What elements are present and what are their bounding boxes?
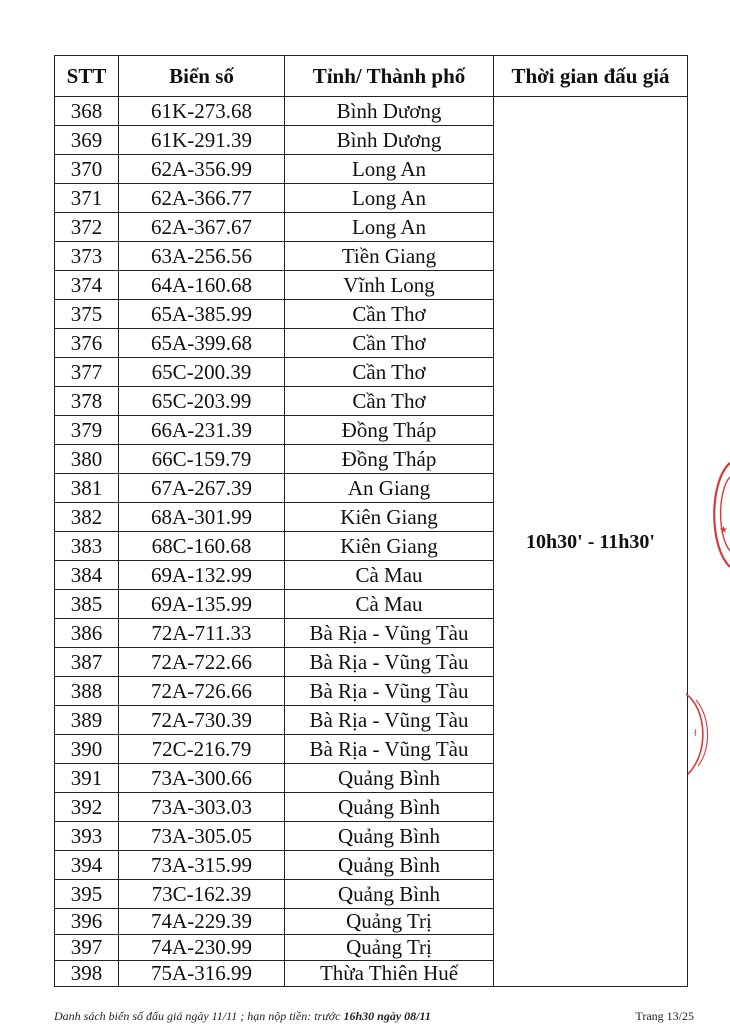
- stamp-edge-lower: [686, 690, 730, 780]
- auction-table: [54, 55, 688, 987]
- cell-plate: 69A-132.99: [119, 561, 285, 590]
- cell-plate: 73A-315.99: [119, 851, 285, 880]
- cell-plate: 73A-303.03: [119, 793, 285, 822]
- cell-province: Đồng Tháp: [285, 416, 494, 445]
- cell-stt: 384: [55, 561, 119, 590]
- cell-province: Tiền Giang: [285, 242, 494, 271]
- cell-stt: 394: [55, 851, 119, 880]
- cell-stt: 397: [55, 935, 119, 961]
- cell-province: Bình Dương: [285, 126, 494, 155]
- cell-province: Bà Rịa - Vũng Tàu: [285, 706, 494, 735]
- cell-plate: 65A-385.99: [119, 300, 285, 329]
- cell-plate: 65C-200.39: [119, 358, 285, 387]
- cell-stt: 387: [55, 648, 119, 677]
- cell-plate: 65A-399.68: [119, 329, 285, 358]
- cell-stt: 374: [55, 271, 119, 300]
- cell-plate: 72A-722.66: [119, 648, 285, 677]
- cell-stt: 378: [55, 387, 119, 416]
- cell-province: Bà Rịa - Vũng Tàu: [285, 735, 494, 764]
- cell-province: Cần Thơ: [285, 300, 494, 329]
- cell-stt: 392: [55, 793, 119, 822]
- cell-province: Thừa Thiên Huế: [285, 961, 494, 987]
- cell-province: Long An: [285, 155, 494, 184]
- cell-stt: 393: [55, 822, 119, 851]
- cell-province: Quảng Bình: [285, 822, 494, 851]
- cell-province: Đồng Tháp: [285, 445, 494, 474]
- cell-plate: 68A-301.99: [119, 503, 285, 532]
- footer-deadline: 16h30 ngày 08/11: [343, 1009, 431, 1023]
- cell-province: Quảng Bình: [285, 880, 494, 909]
- cell-province: Cần Thơ: [285, 358, 494, 387]
- page-number: Trang 13/25: [635, 1009, 694, 1023]
- cell-plate: 61K-273.68: [119, 97, 285, 126]
- cell-plate: 62A-366.77: [119, 184, 285, 213]
- footer-note: [54, 1009, 431, 1024]
- cell-plate: 68C-160.68: [119, 532, 285, 561]
- cell-plate: 69A-135.99: [119, 590, 285, 619]
- cell-stt: 373: [55, 242, 119, 271]
- cell-province: Vĩnh Long: [285, 271, 494, 300]
- cell-stt: 388: [55, 677, 119, 706]
- cell-stt: 370: [55, 155, 119, 184]
- cell-province: Long An: [285, 184, 494, 213]
- cell-stt: 371: [55, 184, 119, 213]
- cell-stt: 382: [55, 503, 119, 532]
- cell-stt: 396: [55, 909, 119, 935]
- cell-stt: 377: [55, 358, 119, 387]
- svg-text:★: ★: [719, 525, 728, 536]
- stamp-edge-upper: [700, 455, 730, 575]
- footer-auction-date: 11/11: [211, 1009, 238, 1023]
- cell-plate: 73A-300.66: [119, 764, 285, 793]
- cell-stt: 386: [55, 619, 119, 648]
- cell-plate: 72A-711.33: [119, 619, 285, 648]
- header-plate: Biển số: [119, 56, 285, 97]
- cell-plate: 62A-356.99: [119, 155, 285, 184]
- cell-stt: 385: [55, 590, 119, 619]
- cell-stt: 389: [55, 706, 119, 735]
- cell-province: Quảng Bình: [285, 793, 494, 822]
- cell-stt: 379: [55, 416, 119, 445]
- cell-stt: 372: [55, 213, 119, 242]
- cell-province: Quảng Trị: [285, 935, 494, 961]
- cell-auction-time: 10h30' - 11h30': [494, 97, 688, 987]
- cell-province: Long An: [285, 213, 494, 242]
- cell-province: Kiên Giang: [285, 503, 494, 532]
- cell-plate: 67A-267.39: [119, 474, 285, 503]
- cell-province: Quảng Bình: [285, 764, 494, 793]
- cell-plate: 72A-730.39: [119, 706, 285, 735]
- cell-province: Bà Rịa - Vũng Tàu: [285, 619, 494, 648]
- cell-plate: 73C-162.39: [119, 880, 285, 909]
- cell-plate: 74A-229.39: [119, 909, 285, 935]
- cell-stt: 395: [55, 880, 119, 909]
- cell-stt: 390: [55, 735, 119, 764]
- svg-text:ł: ł: [694, 729, 697, 739]
- cell-province: Bà Rịa - Vũng Tàu: [285, 677, 494, 706]
- cell-plate: 73A-305.05: [119, 822, 285, 851]
- cell-plate: 72C-216.79: [119, 735, 285, 764]
- cell-province: Bình Dương: [285, 97, 494, 126]
- cell-stt: 383: [55, 532, 119, 561]
- cell-province: Kiên Giang: [285, 532, 494, 561]
- cell-plate: 64A-160.68: [119, 271, 285, 300]
- cell-plate: 61K-291.39: [119, 126, 285, 155]
- cell-province: Cà Mau: [285, 590, 494, 619]
- cell-stt: 380: [55, 445, 119, 474]
- cell-province: Cà Mau: [285, 561, 494, 590]
- cell-plate: 62A-367.67: [119, 213, 285, 242]
- cell-plate: 66A-231.39: [119, 416, 285, 445]
- table-body: [55, 97, 688, 987]
- cell-stt: 368: [55, 97, 119, 126]
- cell-plate: 75A-316.99: [119, 961, 285, 987]
- cell-stt: 376: [55, 329, 119, 358]
- cell-plate: 63A-256.56: [119, 242, 285, 271]
- cell-plate: 74A-230.99: [119, 935, 285, 961]
- header-stt: STT: [55, 56, 119, 97]
- cell-stt: 391: [55, 764, 119, 793]
- table-header-row: [55, 56, 688, 97]
- table-row: [55, 97, 688, 126]
- footer-note-prefix: Danh sách biển số đấu giá ngày: [54, 1009, 209, 1023]
- cell-province: Quảng Bình: [285, 851, 494, 880]
- cell-province: Quảng Trị: [285, 909, 494, 935]
- cell-province: An Giang: [285, 474, 494, 503]
- cell-stt: 398: [55, 961, 119, 987]
- cell-plate: 66C-159.79: [119, 445, 285, 474]
- cell-plate: 65C-203.99: [119, 387, 285, 416]
- header-province: Tỉnh/ Thành phố: [285, 56, 494, 97]
- cell-province: Bà Rịa - Vũng Tàu: [285, 648, 494, 677]
- cell-plate: 72A-726.66: [119, 677, 285, 706]
- cell-stt: 375: [55, 300, 119, 329]
- cell-province: Cần Thơ: [285, 387, 494, 416]
- header-auction-time: Thời gian đấu giá: [494, 56, 688, 97]
- footer-note-middle: ; hạn nộp tiền: trước: [240, 1009, 341, 1023]
- cell-province: Cần Thơ: [285, 329, 494, 358]
- cell-stt: 369: [55, 126, 119, 155]
- cell-stt: 381: [55, 474, 119, 503]
